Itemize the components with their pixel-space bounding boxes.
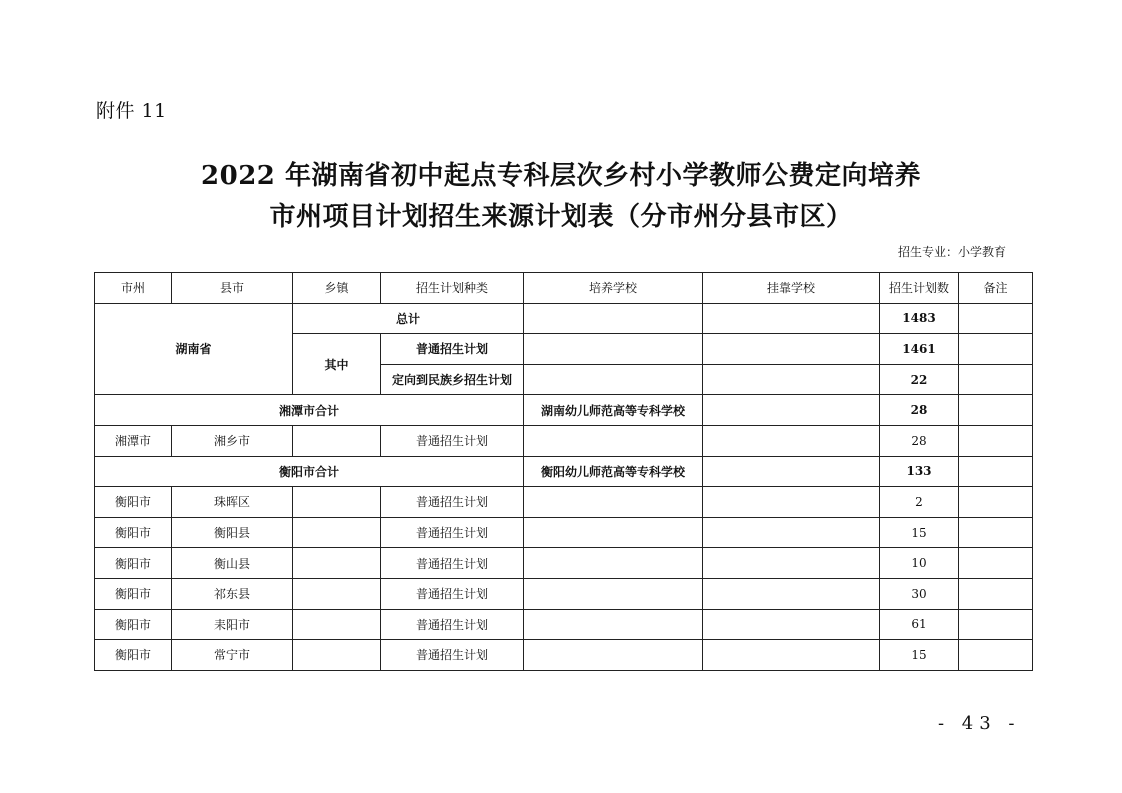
xiangtan-total-affiliate <box>703 395 880 426</box>
row-plan-type: 普通招生计划 <box>381 609 524 640</box>
row-affiliate-school <box>703 487 880 518</box>
row-county: 湘乡市 <box>172 425 293 456</box>
header-plan-count: 招生计划数 <box>880 273 959 304</box>
row-town <box>293 578 381 609</box>
province-name: 湖南省 <box>95 303 293 395</box>
row-note <box>959 609 1033 640</box>
row-affiliate-school <box>703 609 880 640</box>
province-total-school <box>524 303 703 334</box>
province-total-note <box>959 303 1033 334</box>
row-town <box>293 425 381 456</box>
row-note <box>959 425 1033 456</box>
row-town <box>293 609 381 640</box>
row-note <box>959 548 1033 579</box>
header-county: 县市 <box>172 273 293 304</box>
row-plan-type: 普通招生计划 <box>381 425 524 456</box>
row-plan-type: 普通招生计划 <box>381 640 524 671</box>
row-affiliate-school <box>703 578 880 609</box>
row-affiliate-school <box>703 640 880 671</box>
province-ethnic-count: 22 <box>880 364 959 395</box>
attachment-label: 附件 11 <box>96 100 167 122</box>
row-training-school <box>524 517 703 548</box>
table-row <box>95 640 1033 671</box>
province-ethnic-school <box>524 364 703 395</box>
row-plan-count: 15 <box>880 640 959 671</box>
row-plan-type: 普通招生计划 <box>381 548 524 579</box>
row-county: 祁东县 <box>172 578 293 609</box>
row-affiliate-school <box>703 425 880 456</box>
hengyang-total-count: 133 <box>880 456 959 487</box>
row-plan-count: 30 <box>880 578 959 609</box>
row-training-school <box>524 548 703 579</box>
row-city: 衡阳市 <box>95 578 172 609</box>
row-plan-count: 2 <box>880 487 959 518</box>
row-town <box>293 517 381 548</box>
header-training-school: 培养学校 <box>524 273 703 304</box>
xiangtan-total-label: 湘潭市合计 <box>95 395 524 426</box>
row-city: 衡阳市 <box>95 517 172 548</box>
province-ethnic-note <box>959 364 1033 395</box>
xiangtan-total-school: 湖南幼儿师范高等专科学校 <box>524 395 703 426</box>
province-general-count: 1461 <box>880 334 959 365</box>
row-county: 珠晖区 <box>172 487 293 518</box>
header-city: 市州 <box>95 273 172 304</box>
header-affiliate-school: 挂靠学校 <box>703 273 880 304</box>
row-city: 衡阳市 <box>95 640 172 671</box>
header-note: 备注 <box>959 273 1033 304</box>
row-city: 湘潭市 <box>95 425 172 456</box>
row-training-school <box>524 487 703 518</box>
xiangtan-total-count: 28 <box>880 395 959 426</box>
major-label: 招生专业：小学教育 <box>897 245 1006 259</box>
province-general-school <box>524 334 703 365</box>
xiangtan-total-note <box>959 395 1033 426</box>
table-row <box>95 517 1033 548</box>
row-training-school <box>524 578 703 609</box>
row-plan-count: 28 <box>880 425 959 456</box>
row-plan-count: 15 <box>880 517 959 548</box>
table-row <box>95 425 1033 456</box>
province-general-affiliate <box>703 334 880 365</box>
province-ethnic-label: 定向到民族乡招生计划 <box>381 364 524 395</box>
header-plan-type: 招生计划种类 <box>381 273 524 304</box>
row-affiliate-school <box>703 548 880 579</box>
table-row <box>95 548 1033 579</box>
province-among-label: 其中 <box>293 334 381 395</box>
province-total-count: 1483 <box>880 303 959 334</box>
row-training-school <box>524 425 703 456</box>
row-town <box>293 548 381 579</box>
row-plan-type: 普通招生计划 <box>381 578 524 609</box>
xiangtan-total-row <box>95 395 1033 426</box>
row-city: 衡阳市 <box>95 487 172 518</box>
row-county: 衡阳县 <box>172 517 293 548</box>
province-total-row <box>95 303 1033 334</box>
page-number: - 43 - <box>938 713 1021 734</box>
hengyang-total-note <box>959 456 1033 487</box>
row-county: 衡山县 <box>172 548 293 579</box>
row-city: 衡阳市 <box>95 609 172 640</box>
row-plan-type: 普通招生计划 <box>381 487 524 518</box>
row-county: 耒阳市 <box>172 609 293 640</box>
row-county: 常宁市 <box>172 640 293 671</box>
row-plan-count: 10 <box>880 548 959 579</box>
province-total-affiliate <box>703 303 880 334</box>
row-affiliate-school <box>703 517 880 548</box>
row-training-school <box>524 640 703 671</box>
table-row <box>95 578 1033 609</box>
hengyang-total-label: 衡阳市合计 <box>95 456 524 487</box>
row-plan-count: 61 <box>880 609 959 640</box>
hengyang-total-affiliate <box>703 456 880 487</box>
row-town <box>293 640 381 671</box>
row-city: 衡阳市 <box>95 548 172 579</box>
enrollment-plan-table <box>94 272 1033 671</box>
table-row <box>95 487 1033 518</box>
row-plan-type: 普通招生计划 <box>381 517 524 548</box>
document-title-line-2: 市州项目计划招生来源计划表（分市州分县市区） <box>269 202 853 232</box>
hengyang-total-row <box>95 456 1033 487</box>
hengyang-total-school: 衡阳幼儿师范高等专科学校 <box>524 456 703 487</box>
document-title-line-1: 2022 年湖南省初中起点专科层次乡村小学教师公费定向培养 <box>201 161 921 191</box>
row-town <box>293 487 381 518</box>
header-town: 乡镇 <box>293 273 381 304</box>
province-general-note <box>959 334 1033 365</box>
table-header-row <box>95 273 1033 304</box>
row-training-school <box>524 609 703 640</box>
row-note <box>959 640 1033 671</box>
row-note <box>959 487 1033 518</box>
row-note <box>959 517 1033 548</box>
row-note <box>959 578 1033 609</box>
province-ethnic-affiliate <box>703 364 880 395</box>
province-total-label: 总计 <box>293 303 524 334</box>
province-general-label: 普通招生计划 <box>381 334 524 365</box>
table-row <box>95 609 1033 640</box>
